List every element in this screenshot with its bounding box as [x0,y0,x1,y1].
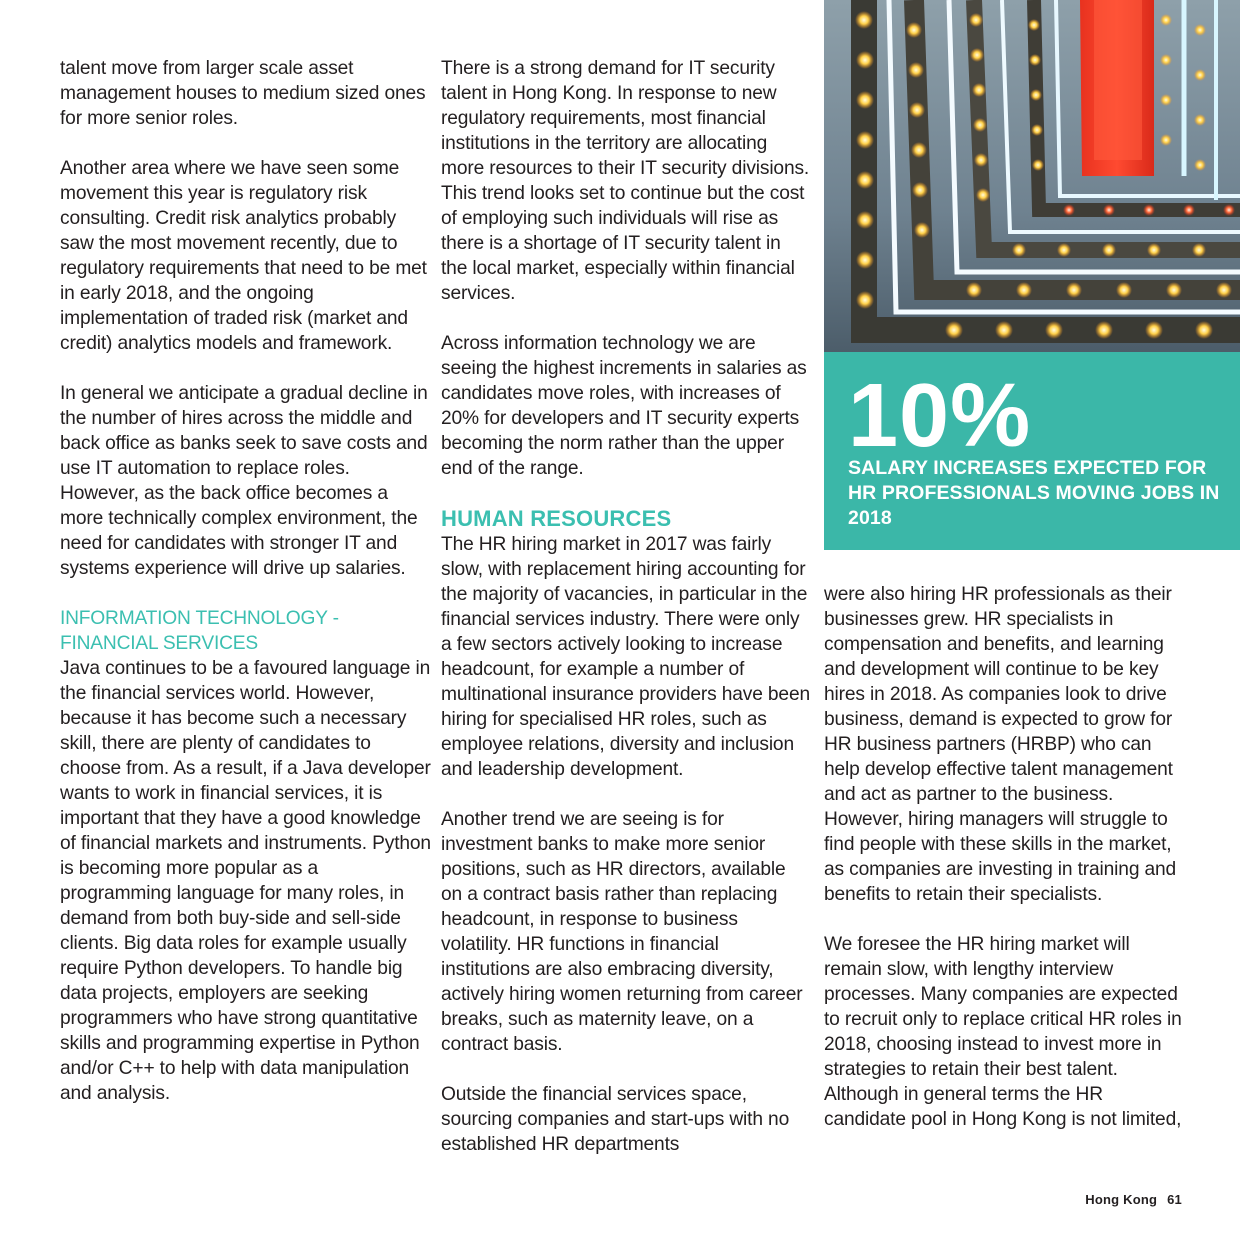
col1-paragraph-2: Another area where we have seen some movement this year is regulatory risk consulting. Credit risk analytics probably saw the most movement recently, due to regulatory requirements that need to be met in early 2018, and the ongoing implementation of traded risk (market and credit) analytics models and framework. [60,158,427,354]
col3-paragraph-1: were also hiring HR professionals as their businesses grew. HR specialists in compensation and benefits, and learning and development will continue to be key hires in 2018. As companies look to drive business, demand is expected to grow for HR business partners (HRBP) who can help develop effective talent management and act as partner to the business. However, hiring managers will struggle to find people with these skills in the market, as companies are investing in training and benefits to retain their specialists. [824,584,1177,905]
col2-paragraph-3: The HR hiring market in 2017 was fairly slow, with replacement hiring accounting for the majority of vacancies, in particular in the financial services industry. There were only a few sectors actively looking to increase headcount, for example a number of multinational insurance providers have been hiring for specialised HR roles, such as employee relations, diversity and inclusion and leadership development. [441,534,810,780]
column-3 [824,582,1184,1132]
stat-caption: SALARY INCREASES EXPECTED FOR HR PROFESSIONALS MOVING JOBS IN 2018 [848,457,1220,529]
subheading-it-financial-services: INFORMATION TECHNOLOGY - FINANCIAL SERVICES [60,608,339,654]
col1-paragraph-1: talent move from larger scale asset management houses to medium sized ones for more senior roles. [60,58,426,129]
col1-paragraph-4: Java continues to be a favoured language in the financial services world. However, because it has become such a necessary skill, there are plenty of candidates to choose from. As a result, if a Java developer wants to work in financial services, it is important that they have a good knowledge of financial markets and instruments. Python is becoming more popular as a programming language for many roles, in demand from both buy-side and sell-side clients. Big data roles for example usually require Python developers. To handle big data projects, employers are seeking programmers who have strong quantitative skills and programming expertise in Python and/or C++ to help with data manipulation and analysis. [60,658,431,1104]
page-footer [1085,1192,1182,1207]
stat-callout-box [824,352,1240,550]
col3-paragraph-2: We foresee the HR hiring market will remain slow, with lengthy interview processes. Many companies are expected to recruit only to replace critical HR roles in 2018, choosing instead to invest more in strategies to retain their best talent. Although in general terms the HR candidate pool in Hong Kong is not limited, [824,934,1182,1130]
col2-paragraph-2: Across information technology we are seeing the highest increments in salaries as candidates move roles, with increases of 20% for developers and IT security experts becoming the norm rather than the upper end of the range. [441,333,807,479]
col2-paragraph-5: Outside the financial services space, sourcing companies and start-ups with no established HR departments [441,1084,790,1155]
col2-paragraph-1: There is a strong demand for IT security talent in Hong Kong. In response to new regulatory requirements, most financial institutions in the territory are allocating more resources to their IT security divisions. This trend looks set to continue but the cost of employing such individuals will rise as there is a shortage of IT security talent in the local market, especially within financial services. [441,58,810,304]
col1-paragraph-3: In general we anticipate a gradual decline in the number of hires across the middle and back office as banks seek to save costs and use IT automation to replace roles. However, as the back office becomes a more technically complex environment, the need for candidates with stronger IT and systems experience will drive up salaries. [60,383,428,579]
col2-paragraph-4: Another trend we are seeing is for investment banks to make more senior positions, such as HR directors, available on a contract basis rather than replacing headcount, in response to business volatility. HR functions in financial institutions are also embracing diversity, actively hiring women returning from career breaks, such as maternity leave, on a contract basis. [441,809,803,1055]
neon-lights-photo [824,0,1240,352]
footer-location: Hong Kong [1085,1192,1158,1207]
heading-human-resources: HUMAN RESOURCES [441,506,672,531]
page-number: 61 [1167,1192,1182,1207]
column-1 [60,56,432,1106]
stat-value: 10% [848,366,1032,466]
column-2 [441,56,811,1157]
